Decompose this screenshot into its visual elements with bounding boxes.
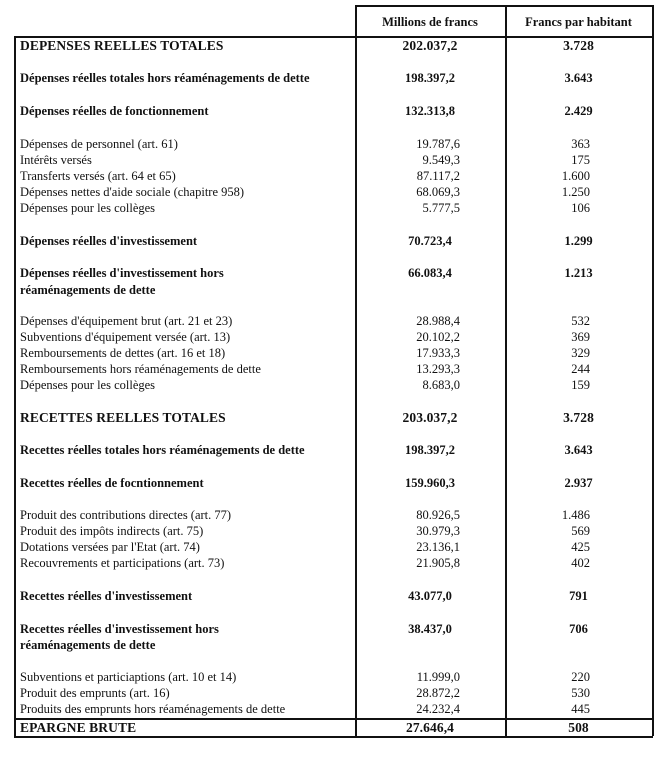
millions-value: 24.232,4	[416, 702, 460, 716]
millions-value: 38.437,0	[408, 622, 452, 636]
right-border	[652, 5, 654, 736]
row-label-line2: réaménagements de dette	[20, 283, 156, 297]
per-capita-value: 220	[571, 670, 590, 684]
per-capita-value: 706	[569, 622, 588, 636]
per-capita-value: 159	[571, 378, 590, 392]
millions-value: 28.872,2	[416, 686, 460, 700]
column-header-millions: Millions de francs	[382, 14, 478, 29]
row-label: Produits des emprunts hors réaménagements de dette	[20, 702, 286, 716]
per-capita-value: 508	[568, 720, 589, 735]
millions-value: 5.777,5	[422, 201, 460, 215]
row-label: Remboursements hors réaménagements de dette	[20, 362, 261, 376]
millions-value: 198.397,2	[405, 443, 455, 457]
table-bottom-border	[14, 736, 653, 738]
row-label: Dépenses réelles d'investissement hors	[20, 266, 224, 280]
row-label: Dépenses d'équipement brut (art. 21 et 23)	[20, 314, 233, 328]
per-capita-value: 1.250	[561, 185, 590, 199]
row-label: Dépenses pour les collèges	[20, 201, 156, 215]
row-label-line2: réaménagements de dette	[20, 638, 156, 652]
row-label: Produit des emprunts (art. 16)	[20, 686, 170, 700]
per-capita-value: 1.213	[564, 266, 593, 280]
per-capita-value: 3.728	[563, 38, 594, 53]
per-capita-value: 530	[571, 686, 590, 700]
per-capita-value: 532	[571, 314, 590, 328]
per-capita-value: 175	[571, 153, 590, 167]
row-label: Produit des impôts indirects (art. 75)	[20, 524, 204, 538]
row-label: EPARGNE BRUTE	[20, 720, 137, 735]
millions-value: 19.787,6	[416, 137, 460, 151]
millions-value: 198.397,2	[405, 71, 455, 85]
millions-value: 80.926,5	[416, 508, 460, 522]
row-label: Subventions et particiaptions (art. 10 et 14)	[20, 670, 237, 684]
row-label: Dépenses réelles totales hors réaménagements de dette	[20, 71, 310, 85]
row-label: Subventions d'équipement versée (art. 13)	[20, 330, 231, 344]
per-capita-value: 369	[571, 330, 590, 344]
millions-value: 43.077,0	[408, 589, 452, 603]
millions-value: 203.037,2	[402, 410, 458, 425]
millions-value: 68.069,3	[416, 185, 460, 199]
row-label: Transferts versés (art. 64 et 65)	[20, 169, 176, 183]
millions-value: 20.102,2	[416, 330, 460, 344]
millions-value: 17.933,3	[416, 346, 460, 360]
per-capita-value: 2.937	[564, 476, 593, 490]
per-capita-value: 402	[571, 556, 590, 570]
row-label: Produit des contributions directes (art. 77)	[20, 508, 232, 522]
row-label: Dépenses de personnel (art. 61)	[20, 137, 178, 151]
millions-value: 9.549,3	[422, 153, 460, 167]
millions-value: 70.723,4	[408, 234, 452, 248]
row-label: Remboursements de dettes (art. 16 et 18)	[20, 346, 226, 360]
per-capita-value: 106	[571, 201, 590, 215]
row-label: Recouvrements et participations (art. 73)	[20, 556, 225, 570]
row-label: Dépenses réelles de fonctionnement	[20, 104, 209, 118]
left-border	[14, 36, 16, 736]
per-capita-value: 3.728	[563, 410, 594, 425]
per-capita-value: 363	[571, 137, 590, 151]
header-top-border	[355, 5, 653, 7]
per-capita-value: 1.486	[561, 508, 590, 522]
row-label: Dotations versées par l'Etat (art. 74)	[20, 540, 200, 554]
row-label: Dépenses pour les collèges	[20, 378, 156, 392]
millions-value: 23.136,1	[416, 540, 460, 554]
per-capita-value: 445	[571, 702, 590, 716]
millions-value: 202.037,2	[402, 38, 458, 53]
row-label: Recettes réelles d'investissement	[20, 589, 193, 603]
millions-value: 159.960,3	[405, 476, 455, 490]
per-capita-value: 329	[571, 346, 590, 360]
millions-value: 66.083,4	[408, 266, 452, 280]
row-label: DEPENSES REELLES TOTALES	[20, 38, 224, 53]
millions-value: 8.683,0	[422, 378, 460, 392]
column-header-per-capita: Francs par habitant	[525, 14, 632, 29]
row-label: Dépenses réelles d'investissement	[20, 234, 198, 248]
per-capita-value: 791	[569, 589, 588, 603]
millions-value: 28.988,4	[416, 314, 460, 328]
row-label: Intérêts versés	[20, 153, 92, 167]
per-capita-value: 1.299	[564, 234, 593, 248]
millions-value: 13.293,3	[416, 362, 460, 376]
per-capita-value: 244	[571, 362, 590, 376]
row-label: Recettes réelles d'investissement hors	[20, 622, 219, 636]
millions-value: 30.979,3	[416, 524, 460, 538]
per-capita-value: 3.643	[564, 71, 593, 85]
row-label: Recettes réelles de focntionnement	[20, 476, 204, 490]
millions-value: 11.999,0	[416, 670, 460, 684]
row-label: RECETTES REELLES TOTALES	[20, 410, 226, 425]
millions-value: 132.313,8	[405, 104, 455, 118]
per-capita-value: 425	[571, 540, 590, 554]
per-capita-value: 2.429	[564, 104, 593, 118]
millions-value: 87.117,2	[416, 169, 460, 183]
row-label: Dépenses nettes d'aide sociale (chapitre 958)	[20, 185, 245, 199]
row-label: Recettes réelles totales hors réaménagements de dette	[20, 443, 305, 457]
per-capita-value: 569	[571, 524, 590, 538]
millions-value: 27.646,4	[405, 720, 455, 735]
per-capita-value: 3.643	[564, 443, 593, 457]
millions-value: 21.905,8	[416, 556, 460, 570]
per-capita-value: 1.600	[561, 169, 590, 183]
